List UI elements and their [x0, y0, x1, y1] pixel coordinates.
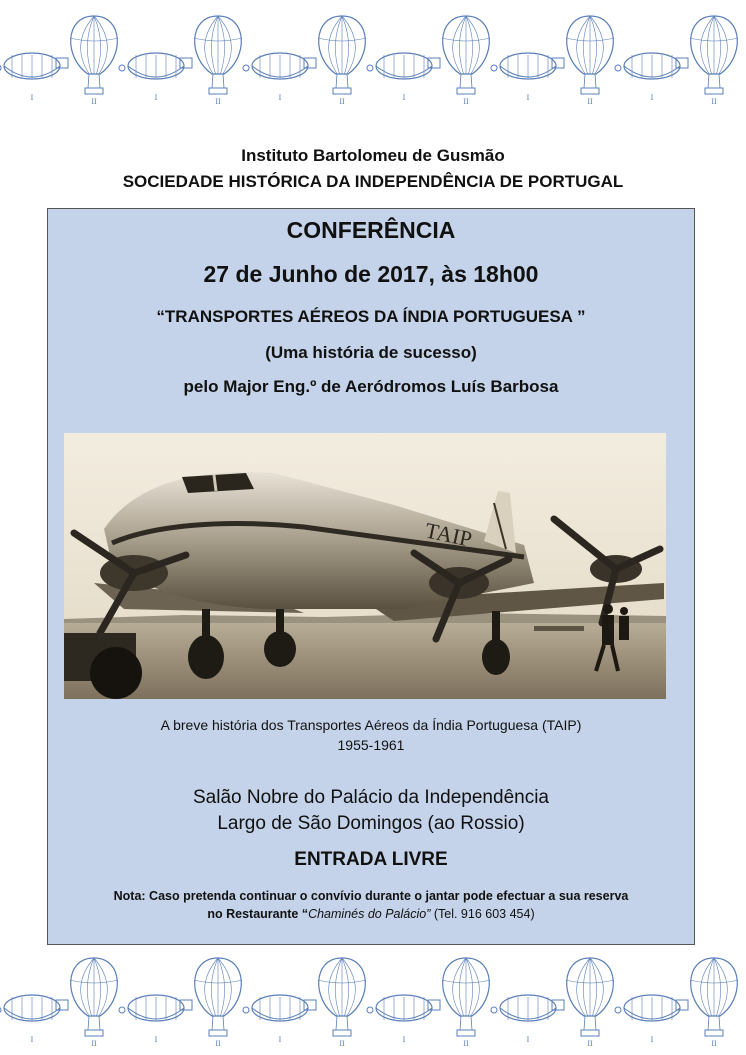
airship-icon — [119, 53, 192, 102]
event-speaker: pelo Major Eng.º de Aeródromos Luís Barbosa — [183, 377, 559, 396]
institute-name: Instituto Bartolomeu de Gusmão — [241, 146, 505, 165]
balloon-label: II — [339, 97, 345, 106]
hot-air-balloon-icon — [566, 958, 614, 1048]
hot-air-balloon-icon — [318, 958, 366, 1048]
balloon-label: I — [278, 1035, 282, 1044]
phone-number: (Tel. 916 603 454) — [430, 907, 535, 921]
balloon-label: II — [91, 1039, 97, 1048]
balloon-label: II — [339, 1039, 345, 1048]
caption-line-2: 1955-1961 — [337, 737, 405, 753]
airship-icon — [491, 53, 564, 102]
society-name: SOCIEDADE HISTÓRICA DA INDEPENDÊNCIA DE PORTUGAL — [122, 172, 624, 191]
balloon-label: I — [402, 1035, 406, 1044]
balloon-label: II — [463, 97, 469, 106]
note-line-1: Nota: Caso pretenda continuar o convívio durante o jantar pode efectuar a sua reserva — [113, 889, 629, 903]
hot-air-balloon-icon — [690, 958, 738, 1048]
taip-fuselage-text: TAIP — [422, 517, 475, 552]
caption-line-1: A breve história dos Transportes Aéreos da Índia Portuguesa (TAIP) — [160, 717, 582, 733]
hot-air-balloon-icon — [442, 958, 490, 1048]
airship-icon — [615, 995, 688, 1044]
hot-air-balloon-icon — [70, 16, 118, 106]
top-balloon-border — [0, 8, 746, 108]
balloon-label: II — [711, 1039, 717, 1048]
aircraft-photo — [64, 433, 666, 699]
hot-air-balloon-icon — [194, 958, 242, 1048]
balloon-label: I — [526, 93, 530, 102]
note-line-2 — [48, 907, 694, 921]
venue-line-2: Largo de São Domingos (ao Rossio) — [217, 813, 525, 834]
balloon-label: I — [402, 93, 406, 102]
entry-free: ENTRADA LIVRE — [294, 849, 448, 870]
balloon-label: I — [650, 93, 654, 102]
event-type: CONFERÊNCIA — [286, 217, 456, 243]
note-prefix: no Restaurante “ — [207, 907, 309, 921]
hot-air-balloon-icon — [70, 958, 118, 1048]
balloon-label: I — [526, 1035, 530, 1044]
airship-icon — [0, 53, 68, 102]
airship-icon — [243, 995, 316, 1044]
balloon-label: I — [30, 1035, 34, 1044]
airship-icon — [119, 995, 192, 1044]
restaurant-name: Chaminés do Palácio” — [308, 907, 431, 921]
balloon-label: II — [215, 97, 221, 106]
airship-icon — [367, 53, 440, 102]
hot-air-balloon-icon — [442, 16, 490, 106]
hot-air-balloon-icon — [690, 16, 738, 106]
hot-air-balloon-icon — [318, 16, 366, 106]
conference-panel — [47, 208, 695, 945]
hot-air-balloon-icon — [566, 16, 614, 106]
balloon-label: I — [154, 93, 158, 102]
balloon-label: I — [30, 93, 34, 102]
venue-line-1: Salão Nobre do Palácio da Independência — [193, 787, 549, 808]
balloon-label: II — [463, 1039, 469, 1048]
airship-icon — [0, 995, 68, 1044]
balloon-label: I — [278, 93, 282, 102]
balloon-label: II — [91, 97, 97, 106]
bottom-balloon-border — [0, 950, 746, 1050]
balloon-label: II — [587, 1039, 593, 1048]
airship-icon — [491, 995, 564, 1044]
airship-icon — [367, 995, 440, 1044]
dc6-aircraft-image — [64, 433, 666, 699]
balloon-label: II — [587, 97, 593, 106]
event-date: 27 de Junho de 2017, às 18h00 — [203, 261, 539, 287]
balloon-label: I — [154, 1035, 158, 1044]
balloon-label: II — [711, 97, 717, 106]
event-subtitle: (Uma história de sucesso) — [265, 343, 477, 362]
balloon-label: II — [215, 1039, 221, 1048]
airship-icon — [615, 53, 688, 102]
balloon-label: I — [650, 1035, 654, 1044]
event-title: “TRANSPORTES AÉREOS DA ÍNDIA PORTUGUESA ” — [156, 307, 586, 326]
hot-air-balloon-icon — [194, 16, 242, 106]
airship-icon — [243, 53, 316, 102]
